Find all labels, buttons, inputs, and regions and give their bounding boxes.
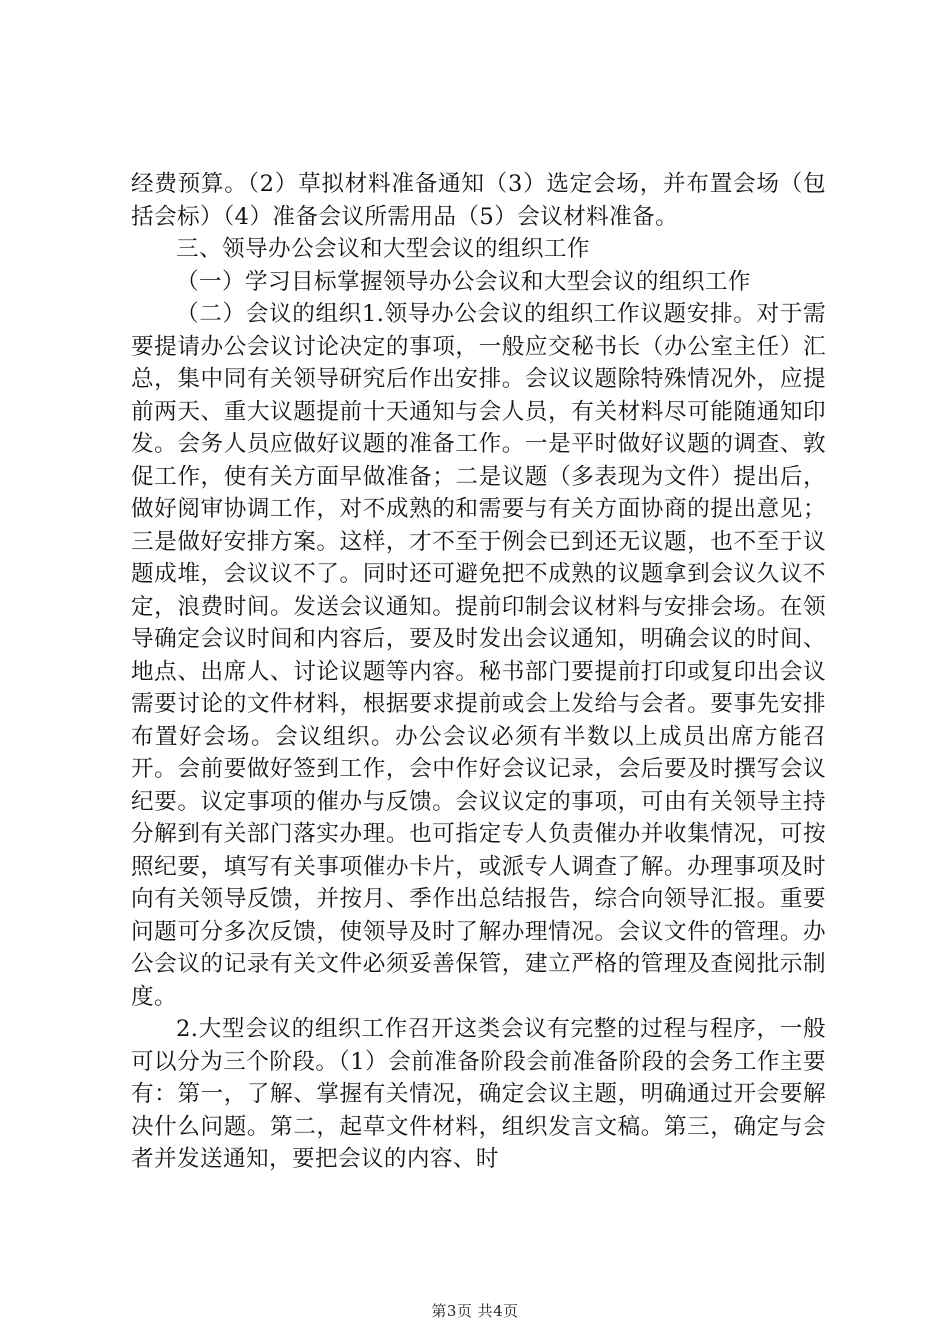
document-body (131, 168, 826, 1176)
paragraph-office-meeting: （二）会议的组织1.领导办公会议的组织工作议题安排。对于需要提请办公会议讨论决定的事项，一般应交秘书长（办公室主任）汇总，集中同有关领导研究后作出安排。会议议题除特殊情况外，应提前两天、重大议题提前十天通知与会人员，有关材料尽可能随通知印发。会务人员应做好议题的准备工作。一是平时做好议题的调查、敦促工作，使有关方面早做准备；二是议题（多表现为文件）提出后，做好阅审协调工作，对不成熟的和需要与有关方面协商的提出意见；三是做好安排方案。这样，才不至于例会已到还无议题，也不至于议题成堆，会议议不了。同时还可避免把不成熟的议题拿到会议久议不定，浪费时间。发送会议通知。提前印制会议材料与安排会场。在领导确定会议时间和内容后，要及时发出会议通知，明确会议的时间、地点、出席人、讨论议题等内容。秘书部门要提前打印或复印出会议需要讨论的文件材料，根据要求提前或会上发给与会者。要事先安排布置好会场。会议组织。办公会议必须有半数以上成员出席方能召开。会前要做好签到工作，会中作好会议记录，会后要及时撰写会议纪要。议定事项的催办与反馈。会议议定的事项，可由有关领导主持分解到有关部门落实办理。也可指定专人负责催办并收集情况，可按照纪要，填写有关事项催办卡片，或派专人调查了解。办理事项及时向有关领导反馈，并按月、季作出总结报告，综合向领导汇报。重要问题可分多次反馈，使领导及时了解办理情况。会议文件的管理。办公会议的记录有关文件必须妥善保管，建立严格的管理及查阅批示制度。 (131, 301, 826, 1010)
paragraph-large-meeting: 2.大型会议的组织工作召开这类会议有完整的过程与程序，一般可以分为三个阶段。（1）会前准备阶段会前准备阶段的会务工作主要有：第一，了解、掌握有关情况，确定会议主题，明确通过开会要解决什么问题。第二，起草文件材料，组织发言文稿。第三，确定与会者并发送通知，要把会议的内容、时 (131, 1016, 826, 1172)
section-heading: 三、领导办公会议和大型会议的组织工作 (176, 236, 590, 262)
page-footer: 第3页 共4页 (431, 1302, 519, 1320)
paragraph-budget-continuation: 经费预算。（2）草拟材料准备通知（3）选定会场，并布置会场（包括会标）（4）准备会议所需用品（5）会议材料准备。 (131, 171, 826, 230)
learning-objective: （一）学习目标掌握领导办公会议和大型会议的组织工作 (176, 268, 751, 295)
